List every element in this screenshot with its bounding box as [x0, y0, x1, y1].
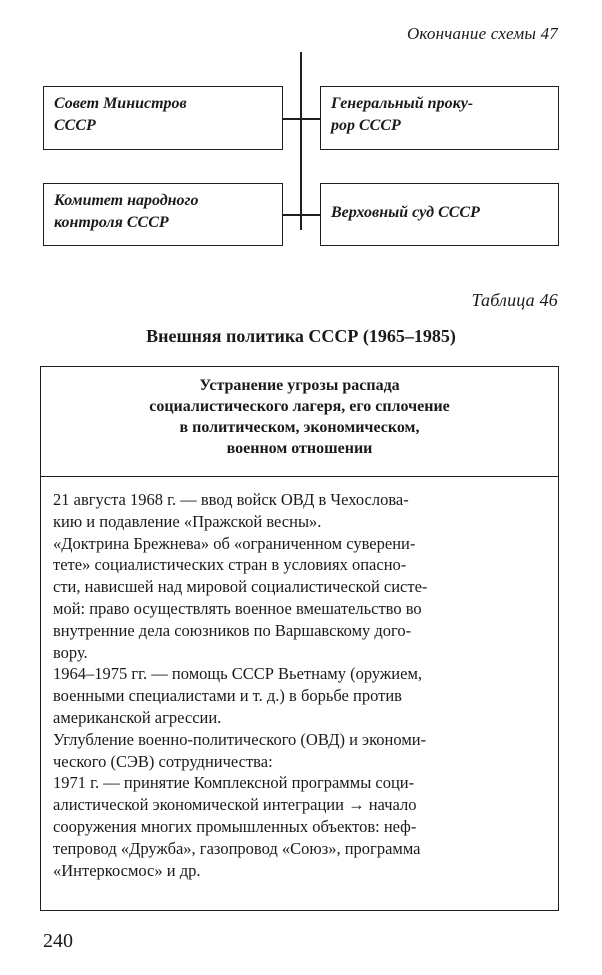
- scheme-box-peoples-control: [43, 183, 283, 246]
- table-body-line: алистической экономической интеграции → начало: [53, 795, 417, 815]
- scheme-box-line: Совет Министров: [54, 95, 187, 112]
- scheme-box-line: Генеральный проку-: [331, 95, 474, 112]
- table-body-line: сооружения многих промышленных объектов: неф-: [53, 816, 417, 836]
- table-body-line: ческого (СЭВ) сотрудничества:: [53, 751, 273, 771]
- scheme-connector-top: [282, 118, 320, 120]
- scheme-box-line: рор СССР: [331, 117, 401, 134]
- scheme-box-council-of-ministers: [43, 86, 283, 150]
- scheme-box-supreme-court: [320, 183, 559, 246]
- table-body-line: кию и подавление «Пражской весны».: [53, 511, 322, 531]
- scheme-trunk-line: [300, 52, 302, 230]
- table-body-line: Углубление военно-политического (ОВД) и экономи-: [53, 729, 427, 749]
- table-caption: Таблица 46: [471, 290, 558, 310]
- scheme-box-line: Комитет народного: [54, 192, 199, 209]
- table-body-line: 1964–1975 гг. — помощь СССР Вьетнаму (оружием,: [53, 664, 423, 684]
- table-heading-line: в политическом, экономическом,: [179, 419, 420, 436]
- table-body-line: мой: право осуществлять военное вмешательство во: [53, 598, 422, 618]
- table-body-line: «Доктрина Брежнева» об «ограниченном суверени-: [53, 533, 416, 553]
- scheme-box-line: СССР: [54, 117, 96, 134]
- table-body-line: «Интеркосмос» и др.: [53, 860, 201, 880]
- table-heading-line: военном отношении: [226, 440, 373, 457]
- table-title: Внешняя политика СССР (1965–1985): [146, 326, 456, 346]
- scheme-box-line: Верховный суд СССР: [331, 204, 480, 221]
- table-body-line: вору.: [53, 642, 88, 662]
- scheme-box-line: контроля СССР: [54, 214, 169, 231]
- table-body-cell: [41, 477, 558, 881]
- foreign-policy-table: [40, 366, 559, 911]
- table-body-line: американской агрессии.: [53, 707, 222, 727]
- table-body-line: сти, нависшей над мировой социалистической систе-: [53, 577, 428, 597]
- table-body-line: военными специалистами и т. д.) в борьбе против: [53, 686, 402, 706]
- table-heading-line: социалистического лагеря, его сплочение: [149, 398, 450, 415]
- table-body-line: 21 августа 1968 г. — ввод войск ОВД в Чехослова-: [53, 490, 409, 509]
- table-heading-line: Устранение угрозы распада: [199, 377, 400, 394]
- table-heading-cell: [41, 367, 558, 477]
- scheme-connector-bottom: [282, 214, 320, 216]
- scheme-caption: Окончание схемы 47: [406, 24, 558, 43]
- table-body-line: 1971 г. — принятие Комплексной программы соци-: [53, 773, 415, 793]
- page-number: 240: [43, 930, 73, 952]
- table-body-line: тете» социалистических стран в условиях опасно-: [53, 555, 407, 575]
- table-body-line: тепровод «Дружба», газопровод «Союз», программа: [53, 838, 421, 858]
- table-body-line: внутренние дела союзников по Варшавскому дого-: [53, 620, 412, 640]
- scheme-box-prosecutor-general: [320, 86, 559, 150]
